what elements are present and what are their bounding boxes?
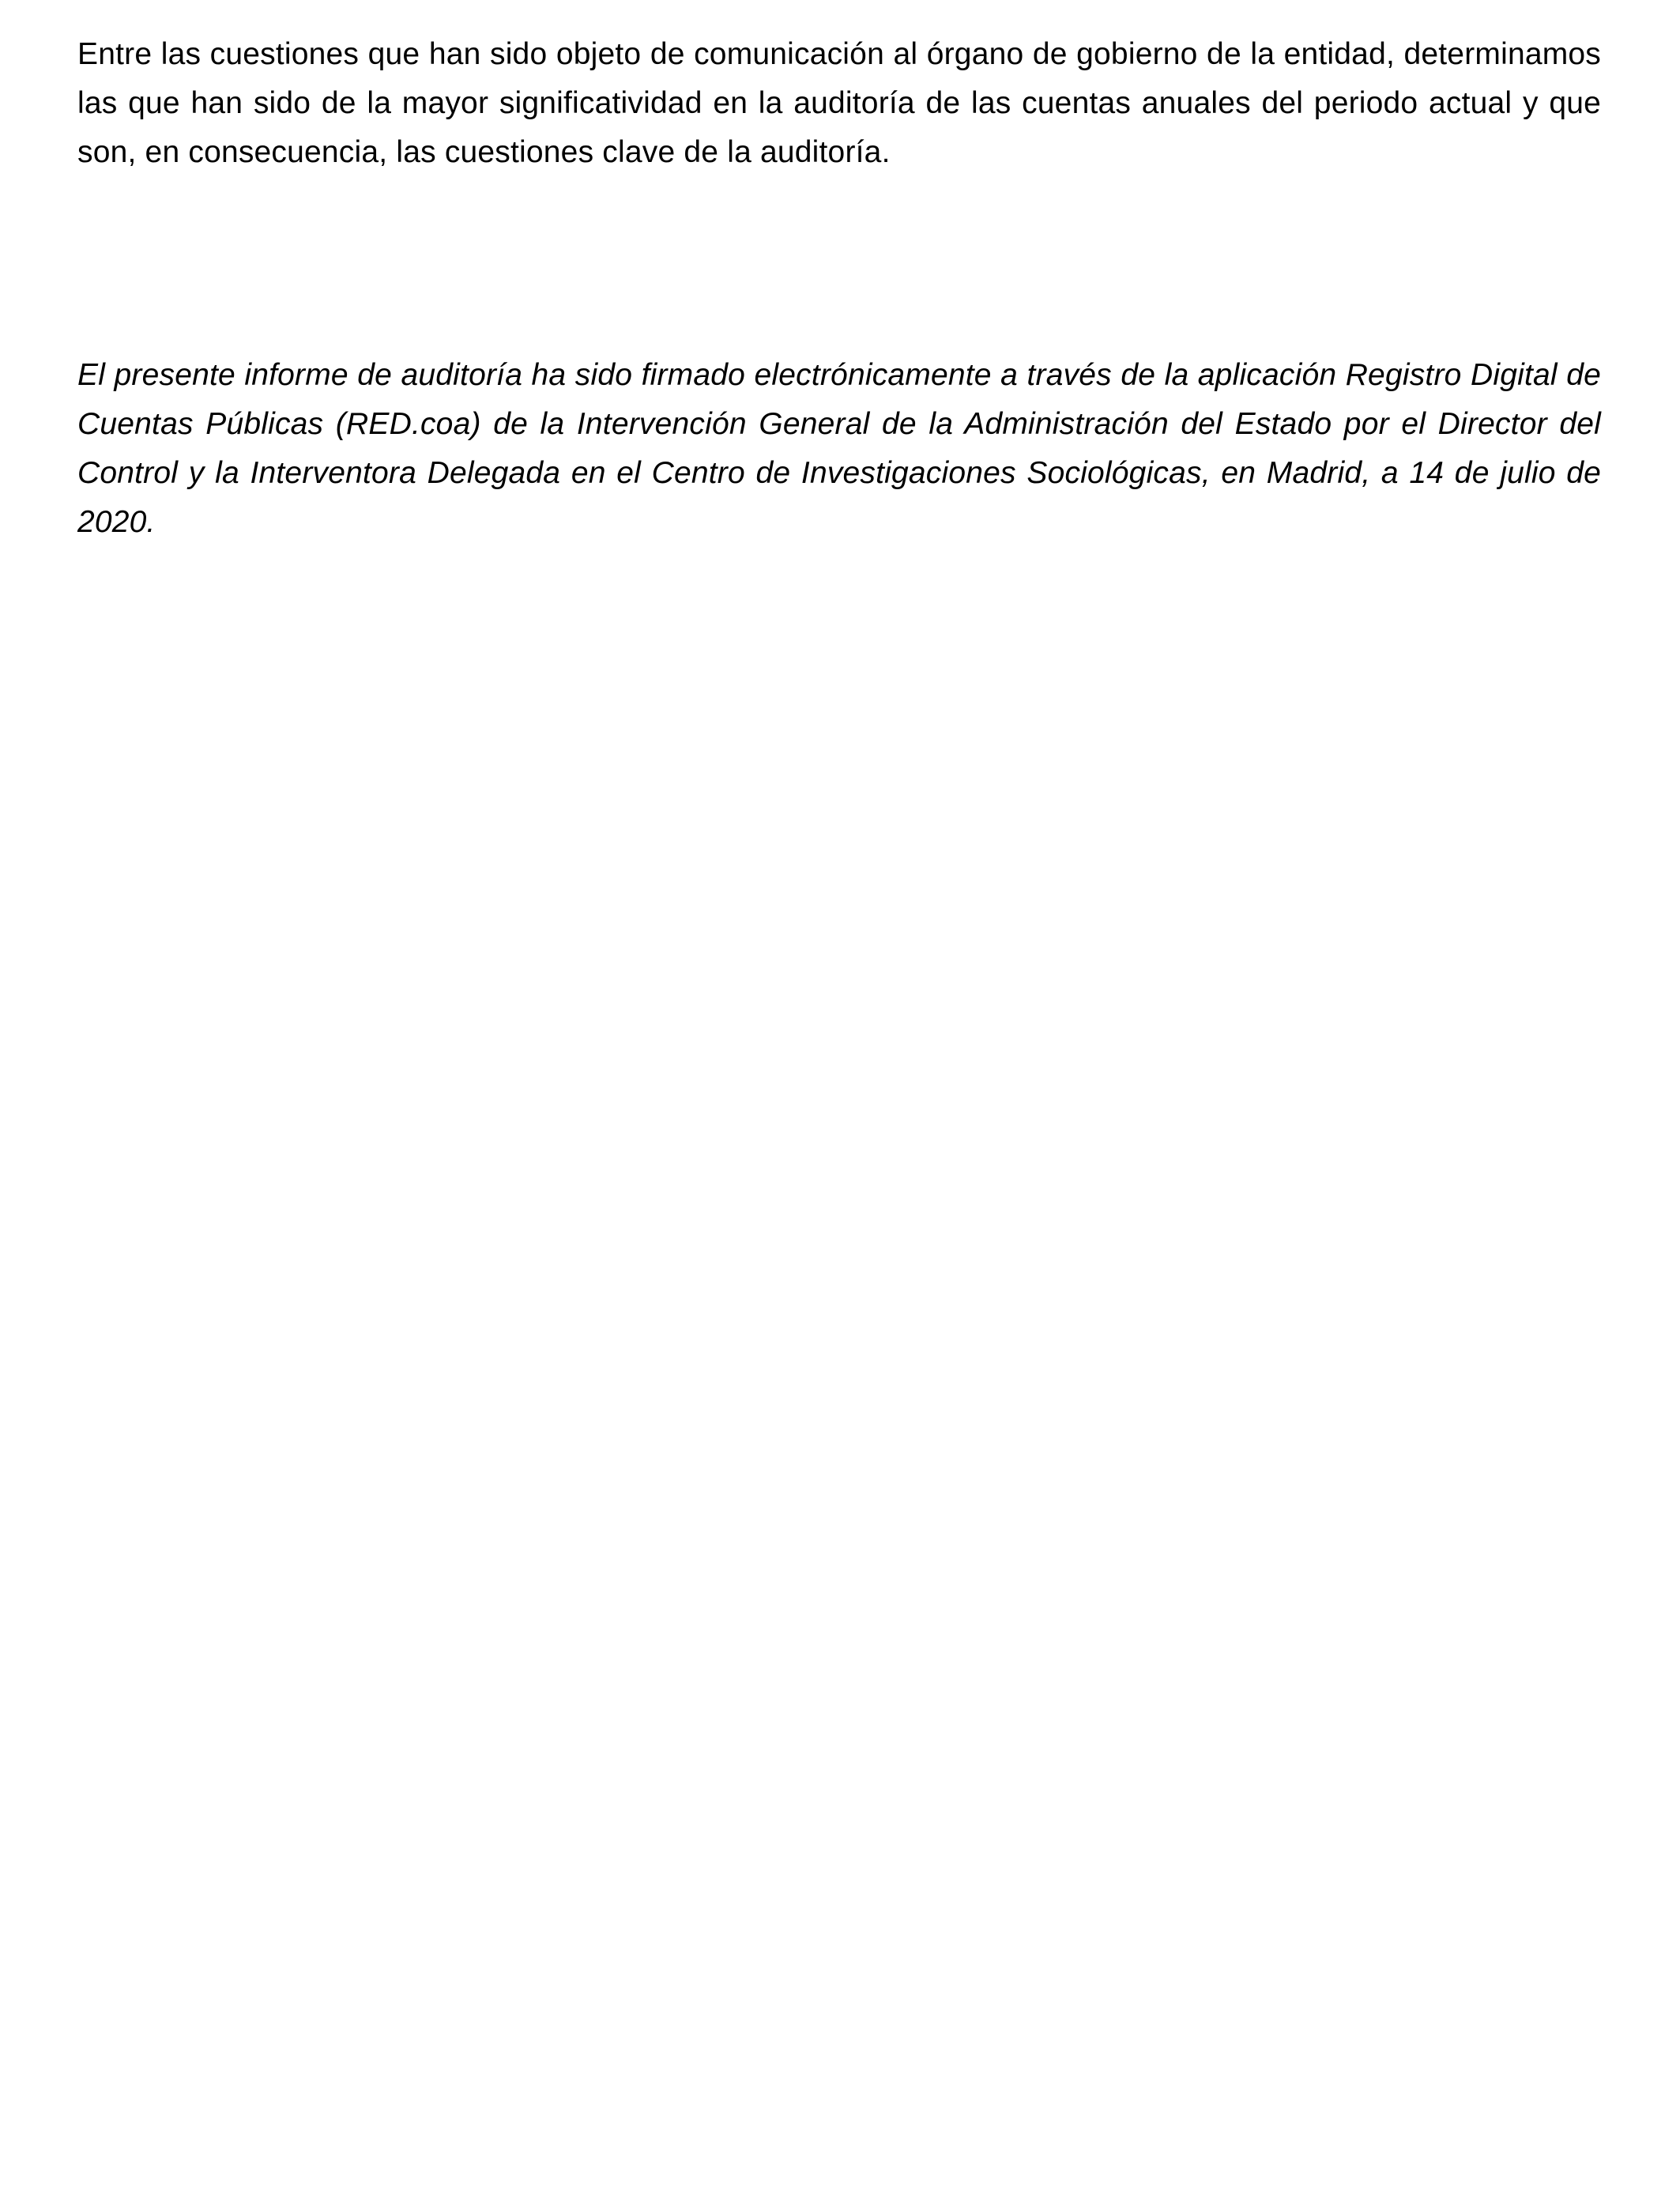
electronic-signature-statement: El presente informe de auditoría ha sido firmado electrónicamente a través de la aplicación Registro Digital de Cuentas Públicas (RED.coa) de la Intervención General de la Administración del Estado por el Director del Control y la Interventora Delegada en el Centro de Investigaciones Sociológicas, en Madrid, a 14 de julio de 2020. bbox=[77, 358, 1601, 539]
key-audit-matters-paragraph: Entre las cuestiones que han sido objeto de comunicación al órgano de gobierno de la entidad, determinamos las que han sido de la mayor significatividad en la auditoría de las cuentas anuales del periodo actual y que son, en consecuencia, las cuestiones clave de la auditoría. bbox=[77, 37, 1601, 169]
